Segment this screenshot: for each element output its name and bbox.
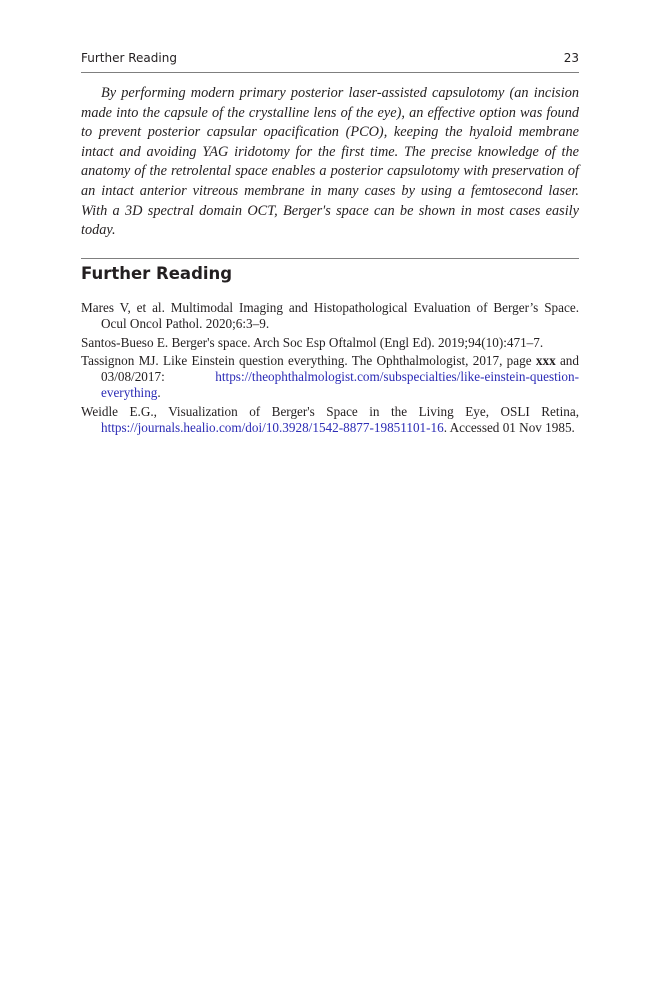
reference-item [81,335,579,351]
page-number: 23 [563,51,579,65]
reference-text: . Accessed 01 Nov 1985. [443,420,575,436]
reference-link[interactable]: https://journals.healio.com/doi/10.3928/1542-8877-19851101-16 [101,420,444,436]
reference-item [81,353,579,402]
reference-text: Tassignon MJ. Like Einstein question everything. The Ophthalmologist, 2017, page [81,352,536,368]
running-head [81,51,579,65]
section-rule [81,258,579,259]
reference-text: Santos-Bueso E. Berger's space. Arch Soc Esp Oftalmol (Engl Ed). 2019;94(10):471–7. [81,334,544,350]
section-heading: Further Reading [81,264,233,283]
reference-link[interactable]: https://theophthalmologist.com/subspecialties/like-einstein-question-everything [101,369,579,401]
reference-text: . [157,385,161,401]
reference-page-placeholder: xxx [535,352,556,368]
body-paragraph [81,84,579,241]
reference-text: Mares V, et al. Multimodal Imaging and Histopathological Evaluation of Berger’s Space. Ocul Oncol Pathol. 2020;6:3–9. [81,300,579,332]
reference-item [81,300,579,333]
reference-list [81,300,579,438]
reference-text: and 03/08/2017: [101,352,579,385]
reference-text: Weidle E.G., Visualization of Berger's Space in the Living Eye, OSLI Retina, [81,403,579,419]
reference-item [81,404,579,437]
running-title: Further Reading [81,51,177,65]
body-paragraph-text: By performing modern primary posterior laser-assisted capsulotomy (an incision made into the capsule of the crystalline lens of the eye), an effective option was found to prevent posterior capsular opacification (PCO), keeping the hyaloid membrane intact and avoiding YAG iridotomy for the first time. The precise knowledge of the anatomy of the retrolental space enables a posterior capsulotomy with preservation of an intact anterior vitreous membrane in many cases by using a femtosecond laser. With a 3D spectral domain OCT, Berger's space can be shown in most cases easily today. [81,85,579,239]
header-rule [81,72,579,73]
